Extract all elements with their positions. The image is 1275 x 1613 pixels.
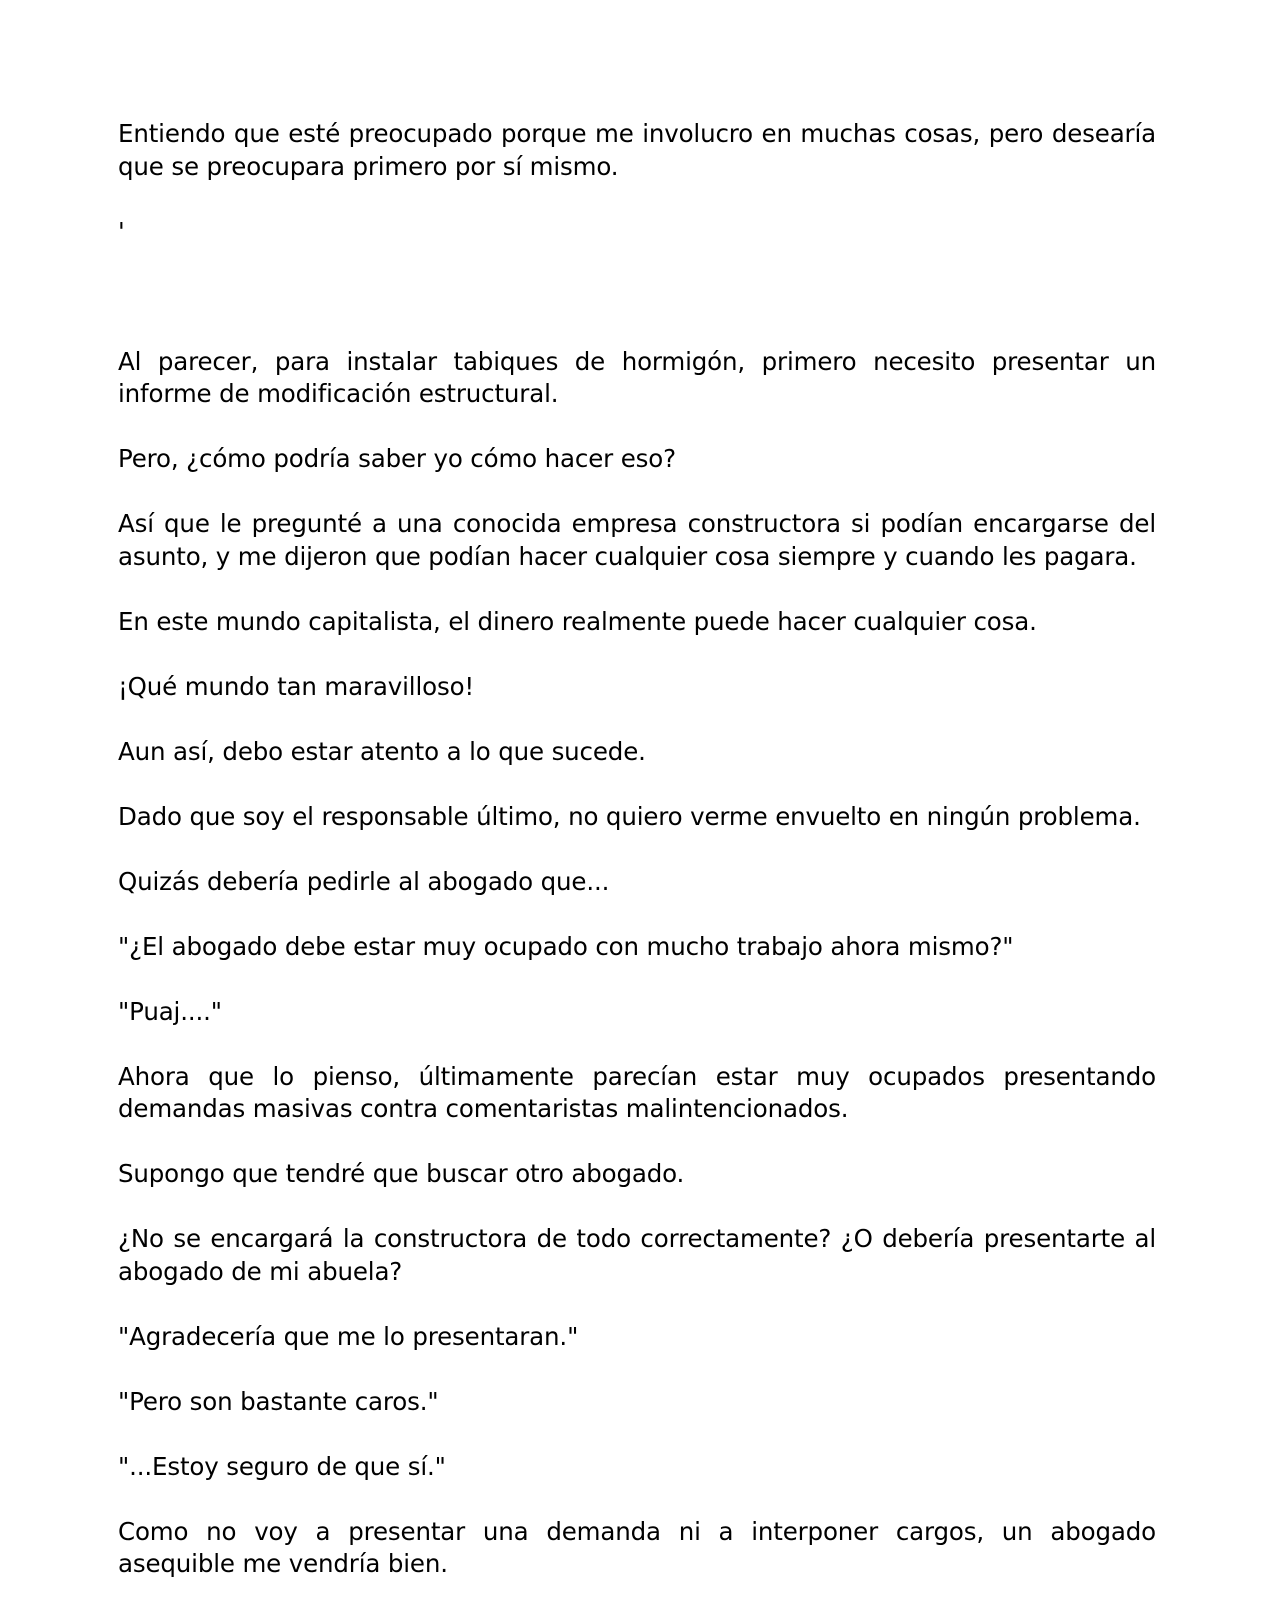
paragraph: Entiendo que esté preocupado porque me involucro en muchas cosas, pero desearía que se preocupara primero por sí mismo.	[118, 119, 1156, 181]
paragraph: ¡Qué mundo tan maravilloso!	[118, 671, 475, 701]
paragraph: Al parecer, para instalar tabiques de hormigón, primero necesito presentar un informe de modificación estructural.	[118, 346, 1156, 408]
paragraph: Ahora que lo pienso, últimamente parecían estar muy ocupados presentando demandas masivas contra comentaristas malintencionados.	[118, 1061, 1156, 1123]
dialogue-line: "Agradecería que me lo presentaran."	[118, 1321, 579, 1351]
paragraph: Dado que soy el responsable último, no quiero verme envuelto en ningún problema.	[118, 801, 1141, 831]
dialogue-line: "Pero son bastante caros."	[118, 1386, 439, 1416]
paragraph: En este mundo capitalista, el dinero realmente puede hacer cualquier cosa.	[118, 606, 1037, 636]
paragraph-stray-mark: '	[118, 216, 125, 246]
dialogue-line: "...Estoy seguro de que sí."	[118, 1451, 446, 1481]
dialogue-line: "¿El abogado debe estar muy ocupado con mucho trabajo ahora mismo?"	[118, 931, 1014, 961]
blank-line	[118, 281, 1156, 314]
paragraph: ¿No se encargará la constructora de todo correctamente? ¿O debería presentarte al abogado de mi abuela?	[118, 1224, 1156, 1286]
paragraph: Pero, ¿cómo podría saber yo cómo hacer eso?	[118, 444, 676, 473]
paragraph: Quizás debería pedirle al abogado que...	[118, 866, 610, 896]
paragraph: Supongo que tendré que buscar otro abogado.	[118, 1159, 685, 1188]
paragraph: Como no voy a presentar una demanda ni a interponer cargos, un abogado asequible me vendría bien.	[118, 1516, 1156, 1578]
paragraph: Así que le pregunté a una conocida empresa constructora si podían encargarse del asunto, y me dijeron que podían hacer cualquier cosa siempre y cuando les pagara.	[118, 509, 1156, 571]
dialogue-line: "Puaj...."	[118, 996, 222, 1026]
body-text	[118, 118, 1156, 1613]
paragraph: Aun así, debo estar atento a lo que sucede.	[118, 736, 646, 766]
